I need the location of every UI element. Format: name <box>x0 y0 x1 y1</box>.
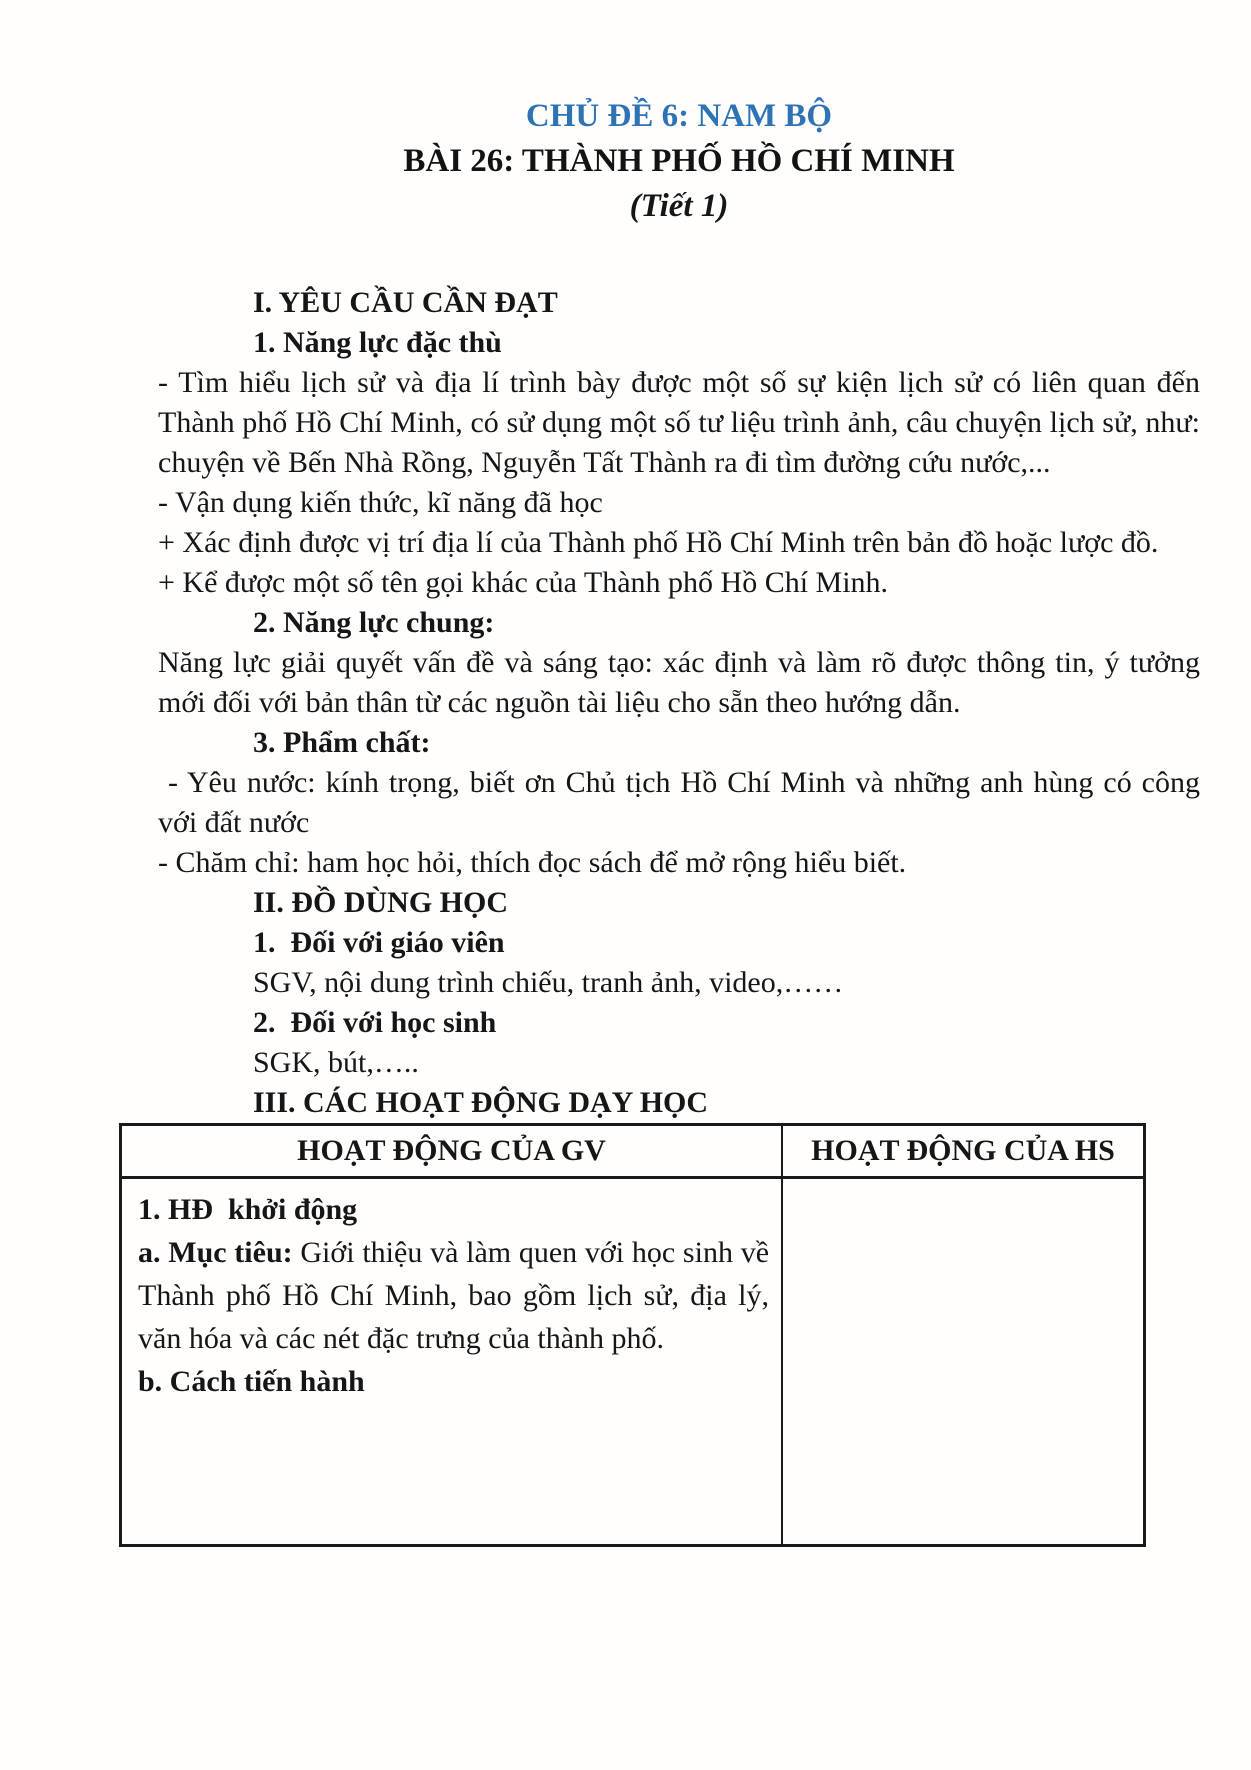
paragraph-teacher-materials: SGV, nội dung trình chiếu, tranh ảnh, video,…… <box>253 966 844 999</box>
period-subtitle: (Tiết 1) <box>629 188 729 224</box>
activities-table <box>119 1123 1146 1547</box>
paragraph-diligence: - Chăm chỉ: ham học hỏi, thích đọc sách để mở rộng hiểu biết. <box>158 846 907 879</box>
activity-title: 1. HĐ khởi động <box>138 1193 358 1226</box>
section-3-heading: III. CÁC HOẠT ĐỘNG DẠY HỌC <box>253 1086 709 1119</box>
teacher-activity-cell <box>121 1178 783 1546</box>
paragraph-locate-city: + Xác định được vị trí địa lí của Thành phố Hồ Chí Minh trên bản đồ hoặc lược đồ. <box>158 526 1159 559</box>
section-1-sub-2: 2. Năng lực chung: <box>253 606 495 639</box>
table-row <box>121 1178 1145 1546</box>
section-2-heading: II. ĐỒ DÙNG HỌC <box>253 886 509 919</box>
section-1-sub-3: 3. Phẩm chất: <box>253 726 431 759</box>
student-activity-cell <box>782 1178 1145 1546</box>
section-2-sub-1: 1. Đối với giáo viên <box>253 926 505 959</box>
paragraph-patriotism: - Yêu nước: kính trọng, biết ơn Chủ tịch Hồ Chí Minh và những anh hùng có công với đất nước <box>158 766 1208 839</box>
lesson-title: BÀI 26: THÀNH PHỐ HỒ CHÍ MINH <box>403 143 955 179</box>
topic-title: CHỦ ĐỀ 6: NAM BỘ <box>525 98 833 134</box>
paragraph-history-geography: - Tìm hiểu lịch sử và địa lí trình bày được một số sự kiện lịch sử có liên quan đến Thành phố Hồ Chí Minh, có sử dụng một số tư liệu trình ảnh, câu chuyện lịch sử, như: chuyện về Bến Nhà Rồng, Nguyễn Tất Thành ra đi tìm đường cứu nước,... <box>158 366 1200 479</box>
section-2-sub-2: 2. Đối với học sinh <box>253 1006 497 1039</box>
section-1-sub-1: 1. Năng lực đặc thù <box>253 326 502 359</box>
activity-objective <box>138 1231 769 1360</box>
title-block <box>158 94 1200 229</box>
column-header-teacher-activities: HOẠT ĐỘNG CỦA GV <box>121 1125 783 1178</box>
activities-table-header-row <box>121 1125 1145 1178</box>
column-header-student-activities: HOẠT ĐỘNG CỦA HS <box>782 1125 1145 1178</box>
paragraph-general-competence: Năng lực giải quyết vấn đề và sáng tạo: xác định và làm rõ được thông tin, ý tưởng mới đối với bản thân từ các nguồn tài liệu cho sẵn theo hướng dẫn. <box>158 646 1200 719</box>
paragraph-student-materials: SGK, bút,….. <box>253 1046 419 1079</box>
objective-label: a. Mục tiêu: <box>138 1236 293 1269</box>
objective-text: Giới thiệu và làm quen với học sinh về Thành phố Hồ Chí Minh, bao gồm lịch sử, địa lý, văn hóa và các nét đặc trưng của thành phố. <box>138 1236 770 1355</box>
paragraph-other-names: + Kể được một số tên gọi khác của Thành phố Hồ Chí Minh. <box>158 566 889 599</box>
section-1-heading: I. YÊU CẦU CẦN ĐẠT <box>253 286 558 319</box>
paragraph-apply-knowledge: - Vận dụng kiến thức, kĩ năng đã học <box>158 486 603 519</box>
activity-method: b. Cách tiến hành <box>138 1365 365 1398</box>
